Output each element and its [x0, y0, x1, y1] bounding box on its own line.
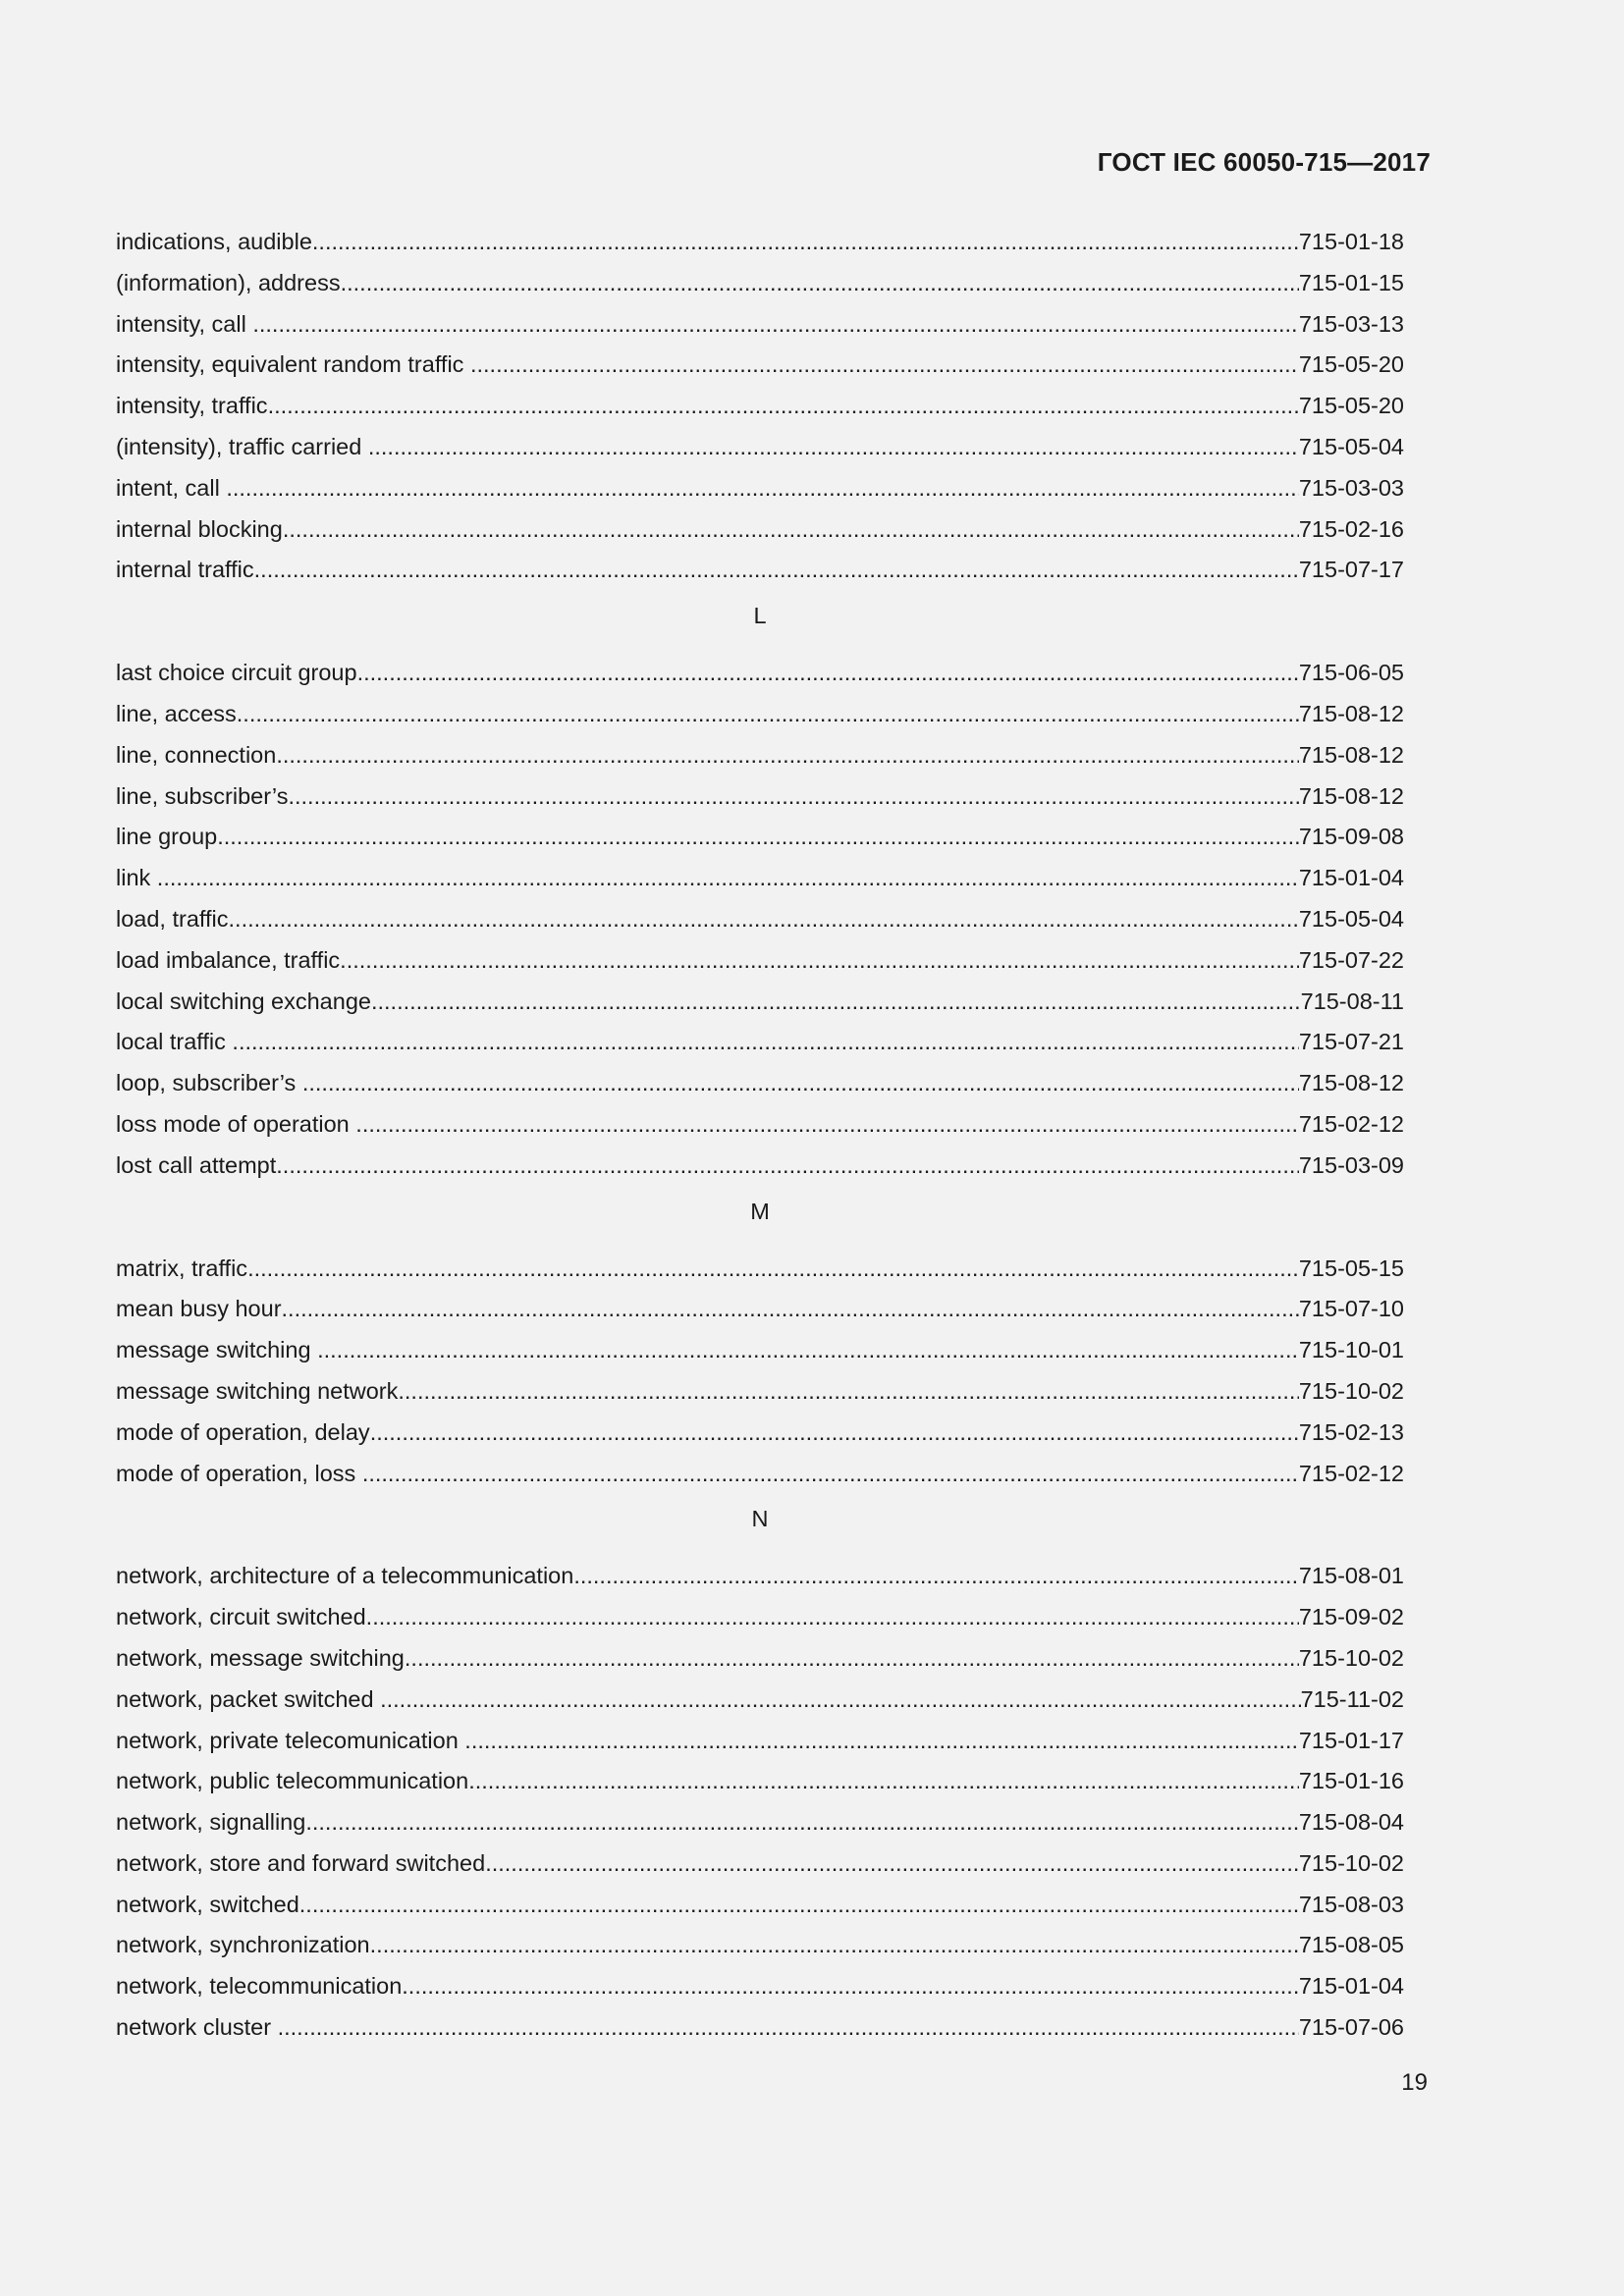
dot-leader: [232, 1022, 1298, 1063]
index-entry: [116, 1330, 1404, 1371]
index-term: intent, call: [116, 474, 227, 501]
page-number: 19: [1401, 2069, 1428, 2096]
index-reference-number: 715-08-12: [1298, 782, 1404, 809]
index-reference-number: 715-10-02: [1298, 1644, 1404, 1671]
index-term: load, traffic: [116, 905, 229, 932]
index-reference-number: 715-11-02: [1300, 1685, 1404, 1712]
dot-leader: [229, 899, 1299, 940]
index-entry: [116, 1371, 1404, 1413]
index-entry: [116, 263, 1404, 304]
index-term: message switching: [116, 1337, 318, 1363]
index-reference-number: 715-05-15: [1298, 1255, 1404, 1281]
index-entry: [116, 1146, 1404, 1187]
index-entry: [116, 1104, 1404, 1146]
dot-leader: [340, 940, 1299, 982]
index-reference-number: 715-08-12: [1298, 1070, 1404, 1096]
index-reference-number: 715-07-06: [1298, 2014, 1404, 2041]
index-term: mode of operation, loss: [116, 1460, 362, 1486]
index-term: last choice circuit group: [116, 660, 357, 686]
dot-leader: [302, 1063, 1299, 1104]
index-term: internal blocking: [116, 515, 283, 542]
index-entry: [116, 1638, 1404, 1680]
index-entry: [116, 1721, 1404, 1762]
index-entry: [116, 468, 1404, 509]
index-term: network, signalling: [116, 1809, 306, 1836]
index-term: line group: [116, 824, 218, 850]
index-reference-number: 715-08-04: [1298, 1809, 1404, 1836]
index-reference-number: 715-05-04: [1298, 433, 1404, 459]
dot-leader: [485, 1843, 1299, 1885]
dot-leader: [402, 1966, 1299, 2007]
dot-leader: [278, 2007, 1299, 2049]
index-entry: [116, 1925, 1404, 1966]
index-entry: [116, 735, 1404, 776]
dot-leader: [237, 694, 1299, 735]
index-term: local switching exchange: [116, 988, 371, 1014]
index-entry: [116, 1966, 1404, 2007]
index-entry: [116, 940, 1404, 982]
index-term: network, telecommunication: [116, 1973, 403, 2000]
dot-leader: [370, 1413, 1299, 1454]
dot-leader: [405, 1638, 1299, 1680]
index-reference-number: 715-02-12: [1298, 1460, 1404, 1486]
index-entry: [116, 1680, 1404, 1721]
dot-leader: [370, 1925, 1299, 1966]
index-reference-number: 715-03-09: [1298, 1151, 1404, 1178]
index-entry: [116, 345, 1404, 386]
index-term: (intensity), traffic carried: [116, 433, 368, 459]
index-term: message switching network: [116, 1377, 399, 1404]
dot-leader: [573, 1556, 1299, 1597]
index-term: network, packet switched: [116, 1685, 381, 1712]
dot-leader: [226, 468, 1299, 509]
index-reference-number: 715-07-10: [1298, 1296, 1404, 1322]
index-reference-number: 715-10-01: [1298, 1337, 1404, 1363]
index-reference-number: 715-08-03: [1298, 1891, 1404, 1917]
index-reference-number: 715-09-02: [1298, 1604, 1404, 1630]
index-entry: [116, 1063, 1404, 1104]
dot-leader: [276, 735, 1299, 776]
index-entry: [116, 1885, 1404, 1926]
dot-leader: [276, 1146, 1299, 1187]
dot-leader: [157, 858, 1299, 899]
alphabetical-index: [116, 222, 1404, 2049]
index-reference-number: 715-10-02: [1298, 1849, 1404, 1876]
index-entry: [116, 899, 1404, 940]
dot-leader: [268, 386, 1299, 427]
dot-leader: [468, 1761, 1299, 1802]
index-term: loop, subscriber’s: [116, 1070, 302, 1096]
index-entry: [116, 776, 1404, 818]
index-entry: [116, 1761, 1404, 1802]
index-reference-number: 715-08-12: [1298, 741, 1404, 768]
index-reference-number: 715-08-11: [1300, 988, 1404, 1014]
index-entry: [116, 386, 1404, 427]
dot-leader: [366, 1597, 1299, 1638]
index-reference-number: 715-03-03: [1298, 474, 1404, 501]
index-entry: [116, 1843, 1404, 1885]
index-entry: [116, 1022, 1404, 1063]
index-entry: [116, 304, 1404, 346]
index-reference-number: 715-01-17: [1298, 1727, 1404, 1753]
index-entry: [116, 427, 1404, 468]
index-reference-number: 715-05-20: [1298, 351, 1404, 378]
index-term: network, private telecomunication: [116, 1727, 465, 1753]
index-entry: [116, 550, 1404, 591]
index-term: network, synchronization: [116, 1932, 370, 1958]
index-entry: [116, 694, 1404, 735]
index-reference-number: 715-05-20: [1298, 393, 1404, 419]
index-entry: [116, 222, 1404, 263]
dot-leader: [371, 982, 1301, 1023]
index-entry: [116, 1454, 1404, 1495]
index-term: intensity, traffic: [116, 393, 268, 419]
dot-leader: [299, 1885, 1299, 1926]
index-term: lost call attempt: [116, 1151, 277, 1178]
index-term: network, store and forward switched: [116, 1849, 486, 1876]
index-entry: [116, 1556, 1404, 1597]
index-entry: [116, 1413, 1404, 1454]
dot-leader: [355, 1104, 1299, 1146]
index-entry: [116, 982, 1404, 1023]
dot-leader: [217, 817, 1299, 858]
index-reference-number: 715-01-04: [1298, 865, 1404, 891]
index-term: local traffic: [116, 1029, 233, 1055]
index-entry: [116, 817, 1404, 858]
index-reference-number: 715-08-12: [1298, 700, 1404, 726]
dot-leader: [252, 304, 1299, 346]
index-entry: [116, 858, 1404, 899]
dot-leader: [317, 1330, 1299, 1371]
index-reference-number: 715-09-08: [1298, 824, 1404, 850]
index-entry: [116, 1597, 1404, 1638]
index-reference-number: 715-06-05: [1298, 660, 1404, 686]
index-term: network, public telecommunication: [116, 1768, 469, 1794]
index-reference-number: 715-02-16: [1298, 515, 1404, 542]
dot-leader: [341, 263, 1299, 304]
dot-leader: [283, 509, 1299, 551]
index-term: (information), address: [116, 269, 341, 295]
index-term: line, connection: [116, 741, 277, 768]
index-term: network, architecture of a telecommunication: [116, 1563, 574, 1589]
index-entry: [116, 653, 1404, 694]
index-reference-number: 715-08-05: [1298, 1932, 1404, 1958]
dot-leader: [254, 550, 1299, 591]
index-letter-heading: N: [751, 1506, 769, 1532]
index-term: indications, audible: [116, 229, 312, 254]
index-reference-number: 715-01-15: [1298, 269, 1404, 295]
index-reference-number: 715-08-01: [1298, 1563, 1404, 1589]
index-entry: [116, 509, 1404, 551]
index-reference-number: 715-07-21: [1298, 1029, 1404, 1055]
dot-leader: [368, 427, 1299, 468]
index-letter-heading: L: [753, 603, 767, 629]
dot-leader: [312, 222, 1299, 263]
dot-leader: [362, 1454, 1299, 1495]
index-term: network, circuit switched: [116, 1604, 366, 1630]
dot-leader: [357, 653, 1299, 694]
index-term: link: [116, 865, 157, 891]
index-reference-number: 715-05-04: [1298, 905, 1404, 932]
index-entry: [116, 1802, 1404, 1843]
index-term: internal traffic: [116, 557, 254, 583]
index-term: network, switched: [116, 1891, 299, 1917]
dot-leader: [398, 1371, 1299, 1413]
index-term: matrix, traffic: [116, 1255, 248, 1281]
index-reference-number: 715-10-02: [1298, 1377, 1404, 1404]
index-term: network, message switching: [116, 1644, 405, 1671]
index-reference-number: 715-03-13: [1298, 310, 1404, 337]
index-term: line, subscriber’s: [116, 782, 289, 809]
index-letter-heading: M: [750, 1198, 770, 1224]
index-entry: [116, 2007, 1404, 2049]
dot-leader: [305, 1802, 1299, 1843]
dot-leader: [470, 345, 1299, 386]
index-term: mode of operation, delay: [116, 1418, 370, 1445]
document-header: ГОСТ IEC 60050-715—2017: [1097, 147, 1431, 177]
index-reference-number: 715-01-16: [1298, 1768, 1404, 1794]
index-reference-number: 715-02-12: [1298, 1110, 1404, 1137]
dot-leader: [247, 1249, 1299, 1290]
index-term: intensity, equivalent random traffic: [116, 351, 470, 378]
index-reference-number: 715-07-17: [1298, 557, 1404, 583]
index-reference-number: 715-02-13: [1298, 1418, 1404, 1445]
index-entry: [116, 1289, 1404, 1330]
index-term: intensity, call: [116, 310, 253, 337]
index-term: load imbalance, traffic: [116, 946, 341, 973]
index-term: line, access: [116, 700, 237, 726]
index-term: loss mode of operation: [116, 1110, 356, 1137]
index-term: network cluster: [116, 2014, 278, 2041]
dot-leader: [288, 776, 1298, 818]
index-reference-number: 715-01-18: [1298, 229, 1404, 254]
index-reference-number: 715-07-22: [1298, 946, 1404, 973]
dot-leader: [282, 1289, 1299, 1330]
dot-leader: [380, 1680, 1301, 1721]
index-reference-number: 715-01-04: [1298, 1973, 1404, 2000]
dot-leader: [464, 1721, 1299, 1762]
index-term: mean busy hour: [116, 1296, 282, 1322]
index-entry: [116, 1249, 1404, 1290]
